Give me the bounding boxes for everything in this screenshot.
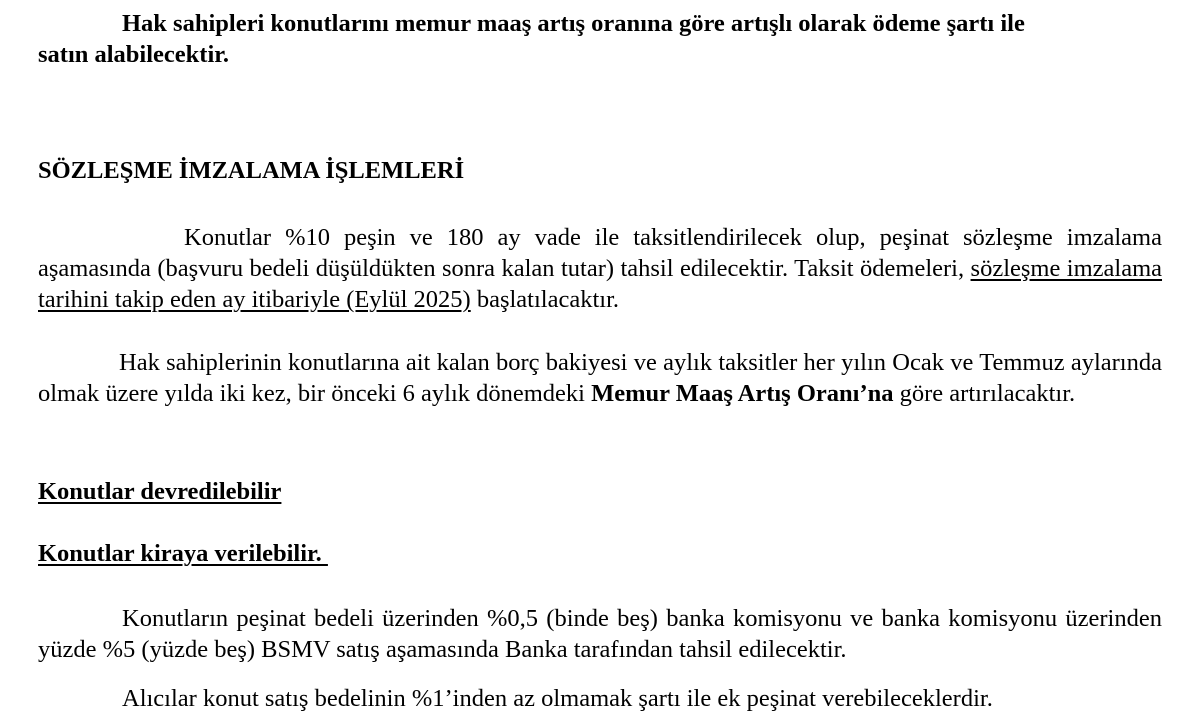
- paragraph-extra-downpayment: [38, 683, 1162, 714]
- intro-line-1: Hak sahipleri konutlarını memur maaş artış oranına göre artışlı olarak ödeme şartı ile: [122, 10, 1025, 37]
- intro-paragraph: [38, 8, 1162, 70]
- paragraph-bank-commission-text: Konutların peşinat bedeli üzerinden %0,5 (binde beş) banka komisyonu ve banka komisyonu üzerinden yüzde %5 (yüzde beş) BSMV satış aşamasında Banka tarafından tahsil edilecektir.: [38, 605, 1162, 663]
- paragraph-installments-underlined: sözleşme imzalama tarihini takip eden ay itibariyle (Eylül 2025): [38, 255, 1163, 313]
- paragraph-debt-increase-text-b: göre artırılacaktır.: [893, 380, 1076, 407]
- paragraph-installments-text-b: başlatılacaktır.: [470, 286, 620, 313]
- intro-line-2: satın alabilecektir.: [38, 41, 230, 68]
- paragraph-bank-commission: [38, 603, 1162, 665]
- section-heading: SÖZLEŞME İMZALAMA İŞLEMLERİ: [38, 157, 465, 184]
- subheading-rentable: [38, 538, 1162, 569]
- paragraph-installments: [38, 222, 1162, 315]
- paragraph-debt-increase: [38, 347, 1162, 409]
- paragraph-installments-text-a: Konutlar %10 peşin ve 180 ay vade ile taksitlendirilecek olup, peşinat sözleşme imzalama aşamasında (başvuru bedeli düşüldükten sonra kalan tutar) tahsil edilecektir. Taksit ödemeleri,: [38, 224, 1162, 282]
- paragraph-extra-downpayment-text: Alıcılar konut satış bedelinin %1’inden az olmamak şartı ile ek peşinat verebileceklerdir.: [122, 685, 993, 712]
- paragraph-debt-increase-bold: Memur Maaş Artış Oranı’na: [591, 380, 894, 407]
- paragraph-debt-increase-text-a: Hak sahiplerinin konutlarına ait kalan borç bakiyesi ve aylık taksitler her yılın Ocak ve Temmuz aylarında olmak üzere yılda iki kez, bir önceki 6 aylık dönemdeki: [38, 349, 1162, 407]
- subheading-transferable: [38, 476, 1162, 507]
- subheading-rentable-text: Konutlar kiraya verilebilir.: [38, 540, 328, 567]
- subheading-transferable-text: Konutlar devredilebilir: [38, 478, 282, 505]
